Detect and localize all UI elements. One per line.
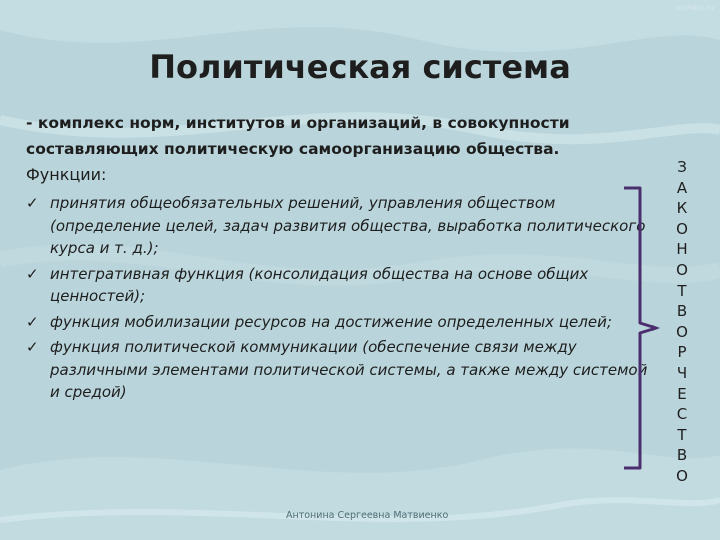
letter: А: [676, 178, 688, 197]
check-icon: ✓: [26, 338, 39, 356]
slide-title: Политическая система: [149, 48, 571, 86]
letter: З: [677, 158, 687, 176]
letter: С: [676, 405, 688, 424]
list-item: [26, 336, 648, 404]
list-item: [26, 192, 648, 260]
list-item-text: функция мобилизации ресурсов на достижение определенных целей;: [50, 312, 612, 331]
definition-text: - комплекс норм, институтов и организаций, в совокупности составляющих политическую самоорганизацию общества.: [26, 114, 570, 158]
list-item-text: интегративная функция (консолидация общества на основе общих ценностей);: [50, 264, 589, 305]
content-block: [26, 110, 648, 407]
letter: В: [676, 302, 688, 321]
vertical-word: [672, 157, 692, 487]
right-brace-icon: [618, 184, 668, 474]
letter: Н: [676, 240, 688, 259]
check-icon: ✓: [26, 264, 39, 283]
list-item: [26, 263, 648, 308]
letter: В: [676, 446, 688, 465]
letter: О: [676, 260, 688, 279]
watermark: muridoc.ru: [675, 4, 714, 12]
letter: К: [676, 199, 688, 218]
list-item-text: функция политической коммуникации (обеспечение связи между различными элементами политической системы, а также между системой и средой): [50, 338, 648, 401]
letter: О: [676, 219, 688, 238]
letter: Р: [677, 343, 687, 362]
author-footer: Антонина Сергеевна Матвиенко: [286, 510, 449, 521]
check-icon: ✓: [26, 194, 39, 212]
list-item: [26, 311, 648, 334]
letter: О: [676, 466, 688, 485]
list-item-text: принятия общеобязательных решений, управления обществом (определение целей, задач развития общества, выработка политического курса и т. д.);: [50, 194, 646, 257]
letter: Т: [677, 425, 687, 444]
letter: Ч: [676, 363, 688, 382]
letter: О: [676, 322, 688, 341]
functions-header: Функции:: [26, 165, 107, 184]
letter: Е: [677, 384, 687, 403]
functions-list: [26, 192, 648, 404]
letter: Т: [677, 281, 687, 300]
check-icon: ✓: [26, 312, 39, 331]
